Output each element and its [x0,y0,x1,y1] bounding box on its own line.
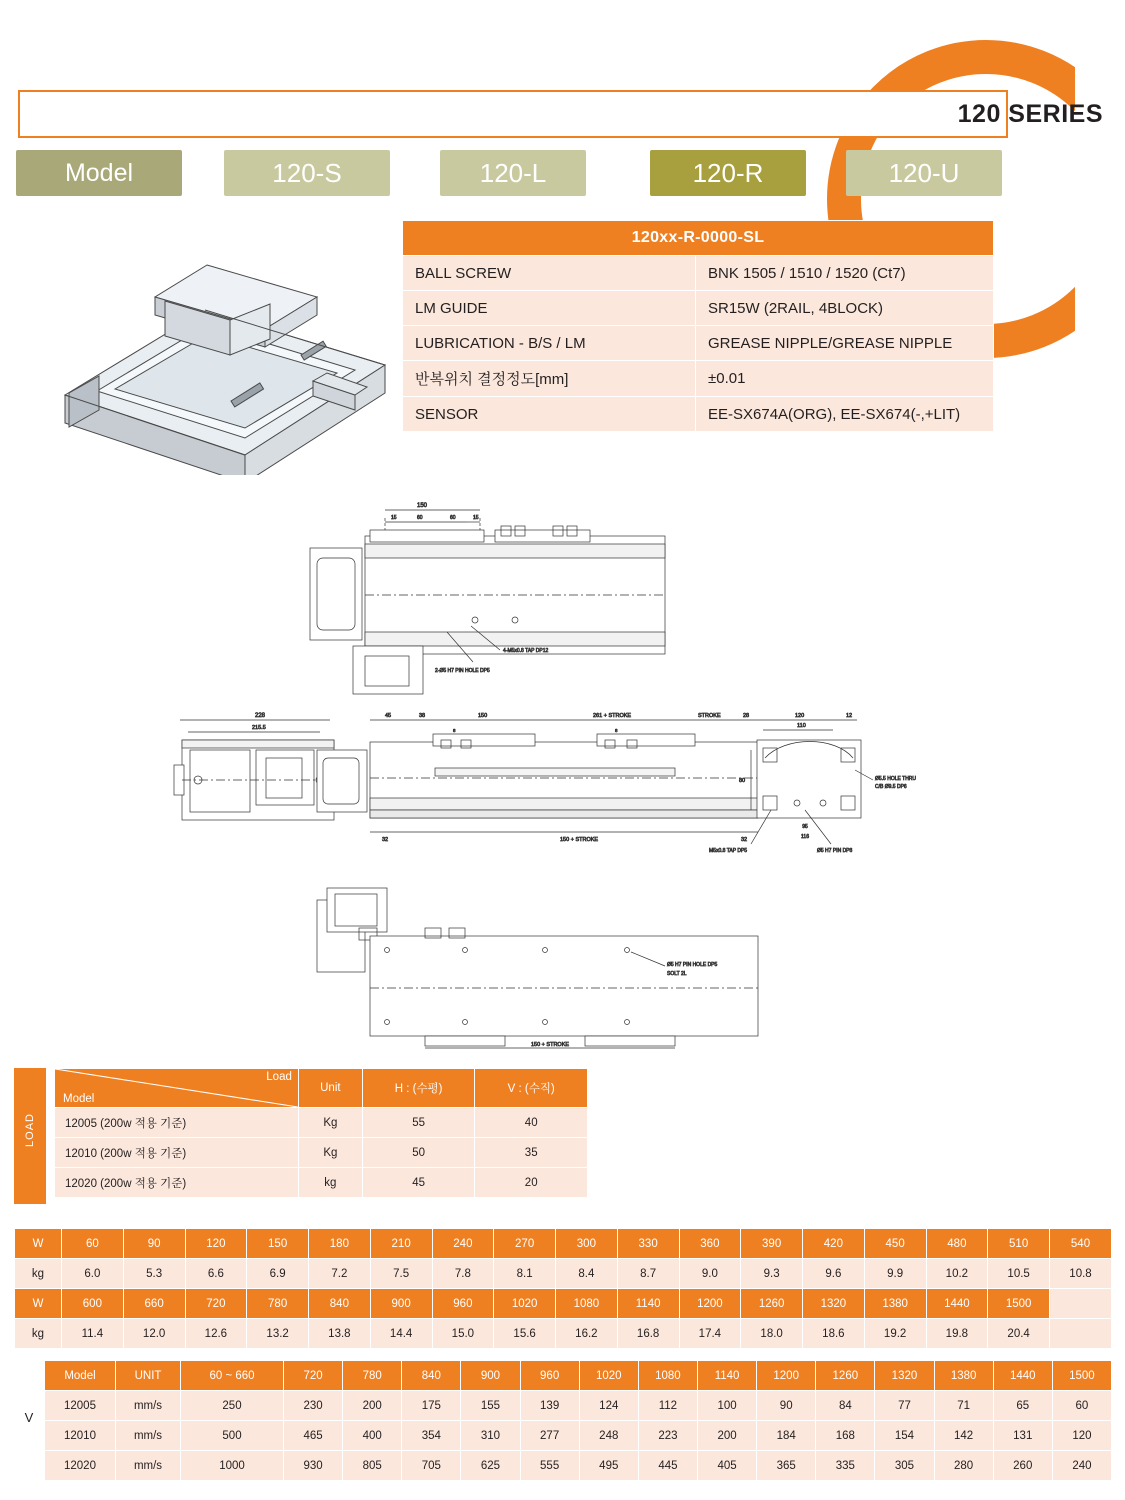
spec-value: GREASE NIPPLE/GREASE NIPPLE [696,326,994,361]
weight-row-label: W [15,1289,62,1319]
speed-cell: 445 [638,1451,697,1481]
tab-120-r[interactable]: 120-R [650,150,806,196]
load-unit: kg [298,1168,362,1198]
weight-cell: 540 [1050,1229,1112,1259]
load-side-text: LOAD [24,1113,36,1147]
weight-cell: 960 [432,1289,494,1319]
weight-cell: 330 [617,1229,679,1259]
svg-text:Ø5.5 HOLE THRU: Ø5.5 HOLE THRU [875,776,917,782]
spec-value: ±0.01 [696,361,994,397]
header-bar [18,90,1008,138]
table-row [15,1229,1112,1259]
weight-cell: 240 [432,1229,494,1259]
speed-cell: 365 [757,1451,816,1481]
load-corner-cell [55,1069,299,1108]
speed-model: 12005 [45,1391,116,1421]
svg-text:15: 15 [391,515,397,521]
weight-cell: 60 [62,1229,124,1259]
spec-value: SR15W (2RAIL, 4BLOCK) [696,291,994,326]
speed-header-col: 840 [402,1361,461,1391]
dim-150: 150 [416,503,428,509]
svg-text:228: 228 [255,713,266,719]
weight-cell: 7.2 [309,1259,371,1289]
svg-text:80: 80 [739,778,746,784]
spec-title: 120xx-R-0000-SL [403,221,994,256]
speed-cell: 500 [181,1421,284,1451]
weight-row-label: W [15,1229,62,1259]
load-model: 12010 (200w 적용 기준) [55,1138,299,1168]
speed-cell: 200 [697,1421,756,1451]
weight-cell: 14.4 [370,1319,432,1349]
svg-text:150: 150 [478,713,488,719]
weight-row-label: kg [15,1319,62,1349]
svg-text:Ø5 H7 PIN DP8: Ø5 H7 PIN DP8 [817,848,853,854]
load-model: 12005 (200w 적용 기준) [55,1108,299,1138]
model-tabs [16,150,1016,196]
speed-cell: 90 [757,1391,816,1421]
speed-cell: 112 [638,1391,697,1421]
load-unit: Kg [298,1108,362,1138]
technical-drawings [150,480,990,1070]
load-h: 45 [362,1168,475,1198]
svg-text:95: 95 [802,824,808,830]
weight-cell: 6.6 [185,1259,247,1289]
speed-cell: 240 [1052,1451,1111,1481]
speed-cell: 84 [816,1391,875,1421]
svg-text:STROKE: STROKE [698,713,721,719]
weight-cell: 210 [370,1229,432,1259]
speed-model: 12010 [45,1421,116,1451]
svg-text:8: 8 [615,728,618,733]
svg-text:32: 32 [741,837,748,843]
speed-header-col: 1380 [934,1361,993,1391]
load-header-h: H : (수평) [362,1069,475,1108]
table-row [45,1361,1112,1391]
load-corner-bottom: Model [63,1093,95,1105]
speed-cell: 131 [993,1421,1052,1451]
weight-cell: 7.5 [370,1259,432,1289]
weight-cell: 1500 [988,1289,1050,1319]
weight-cell: 720 [185,1289,247,1319]
tab-120-s[interactable]: 120-S [224,150,390,196]
speed-side-label [14,1360,44,1478]
speed-unit: mm/s [116,1451,181,1481]
weight-cell: 12.0 [123,1319,185,1349]
svg-text:110: 110 [797,723,806,729]
speed-cell: 930 [284,1451,343,1481]
speed-cell: 142 [934,1421,993,1451]
speed-cell: 60 [1052,1391,1111,1421]
weight-cell: 13.2 [247,1319,309,1349]
load-header-unit: Unit [298,1069,362,1108]
speed-header-col: 900 [461,1361,520,1391]
speed-cell: 250 [181,1391,284,1421]
speed-table [44,1360,1112,1481]
page-title: 120 SERIES [957,100,1103,128]
weight-cell: 18.0 [741,1319,803,1349]
spec-label: LUBRICATION - B/S / LM [403,326,696,361]
spec-label: 반복위치 결정정도[mm] [403,361,696,397]
load-h: 50 [362,1138,475,1168]
weight-cell: 390 [741,1229,803,1259]
speed-cell: 400 [343,1421,402,1451]
weight-cell: 1200 [679,1289,741,1319]
weight-cell: 1380 [864,1289,926,1319]
weight-row-label: kg [15,1259,62,1289]
speed-model: 12020 [45,1451,116,1481]
speed-cell: 65 [993,1391,1052,1421]
speed-cell: 175 [402,1391,461,1421]
weight-cell: 510 [988,1229,1050,1259]
speed-header-col: 720 [284,1361,343,1391]
tab-model-label: Model [16,150,182,196]
speed-cell: 305 [875,1451,934,1481]
speed-header-col: 1500 [1052,1361,1111,1391]
svg-text:120: 120 [795,713,805,719]
svg-text:32: 32 [382,837,389,843]
speed-cell: 495 [579,1451,638,1481]
table-row [55,1108,588,1138]
weight-cell: 17.4 [679,1319,741,1349]
weight-cell: 660 [123,1289,185,1319]
svg-text:4-M5x0.8 TAP DP12: 4-M5x0.8 TAP DP12 [503,648,549,654]
speed-cell: 1000 [181,1451,284,1481]
svg-text:15: 15 [473,515,479,521]
speed-cell: 405 [697,1451,756,1481]
load-header-v: V : (수직) [475,1069,588,1108]
load-table [54,1068,588,1198]
spec-table [402,220,994,432]
speed-cell: 154 [875,1421,934,1451]
load-corner-top: Load [266,1071,292,1083]
weight-cell: 13.8 [309,1319,371,1349]
speed-header-col: 1260 [816,1361,875,1391]
speed-cell: 465 [284,1421,343,1451]
speed-unit: mm/s [116,1421,181,1451]
speed-cell: 335 [816,1451,875,1481]
svg-text:M5x0.8 TAP DP5: M5x0.8 TAP DP5 [709,848,748,854]
product-illustration [55,205,395,475]
speed-cell: 705 [402,1451,461,1481]
load-h: 55 [362,1108,475,1138]
table-row [15,1319,1112,1349]
speed-header-col: 1020 [579,1361,638,1391]
speed-cell: 100 [697,1391,756,1421]
table-row [15,1289,1112,1319]
weight-cell: 9.3 [741,1259,803,1289]
table-row [55,1168,588,1198]
svg-text:28: 28 [743,713,750,719]
weight-cell: 1440 [926,1289,988,1319]
weight-cell: 10.2 [926,1259,988,1289]
weight-cell: 1140 [617,1289,679,1319]
speed-header-col: 1080 [638,1361,697,1391]
speed-cell: 805 [343,1451,402,1481]
speed-header-model: Model [45,1361,116,1391]
weight-cell-empty [1050,1319,1112,1349]
svg-text:C/B Ø9.5 DP6: C/B Ø9.5 DP6 [875,784,907,790]
weight-cell: 600 [62,1289,124,1319]
weight-cell: 480 [926,1229,988,1259]
load-model: 12020 (200w 적용 기준) [55,1168,299,1198]
speed-header-col: 1200 [757,1361,816,1391]
weight-cell: 840 [309,1289,371,1319]
spec-value: BNK 1505 / 1510 / 1520 (Ct7) [696,256,994,291]
weight-cell: 270 [494,1229,556,1259]
svg-text:SOLT 2L: SOLT 2L [667,971,687,977]
weight-cell: 15.6 [494,1319,556,1349]
svg-text:45: 45 [385,713,392,719]
svg-text:261 + STROKE: 261 + STROKE [593,713,632,719]
speed-cell: 71 [934,1391,993,1421]
svg-text:150 + STROKE: 150 + STROKE [560,837,599,843]
speed-cell: 555 [520,1451,579,1481]
weight-cell: 7.8 [432,1259,494,1289]
weight-cell: 11.4 [62,1319,124,1349]
speed-cell: 248 [579,1421,638,1451]
svg-text:8: 8 [453,728,456,733]
weight-cell: 1080 [556,1289,618,1319]
weight-cell: 1020 [494,1289,556,1319]
speed-cell: 124 [579,1391,638,1421]
speed-cell: 155 [461,1391,520,1421]
speed-header-col: 1320 [875,1361,934,1391]
svg-text:215.5: 215.5 [252,725,266,731]
speed-unit: mm/s [116,1391,181,1421]
load-unit: Kg [298,1138,362,1168]
spec-label: BALL SCREW [403,256,696,291]
weight-cell: 1260 [741,1289,803,1319]
svg-text:12: 12 [846,713,853,719]
weight-cell: 20.4 [988,1319,1050,1349]
weight-cell: 9.6 [803,1259,865,1289]
svg-text:150 + STROKE: 150 + STROKE [530,1042,570,1048]
weight-cell: 19.2 [864,1319,926,1349]
speed-header-unit: UNIT [116,1361,181,1391]
svg-text:Ø5 H7 PIN HOLE DP5: Ø5 H7 PIN HOLE DP5 [667,962,718,968]
weight-cell: 5.3 [123,1259,185,1289]
weight-cell: 10.5 [988,1259,1050,1289]
weight-cell: 300 [556,1229,618,1259]
spec-value: EE-SX674A(ORG), EE-SX674(-,+LIT) [696,397,994,432]
weight-cell: 180 [309,1229,371,1259]
weight-table [14,1228,1112,1349]
weight-cell: 900 [370,1289,432,1319]
svg-text:60: 60 [450,515,456,521]
speed-header-col: 780 [343,1361,402,1391]
weight-cell: 16.2 [556,1319,618,1349]
weight-cell: 150 [247,1229,309,1259]
weight-cell: 6.9 [247,1259,309,1289]
load-v: 35 [475,1138,588,1168]
weight-cell: 9.9 [864,1259,926,1289]
weight-cell-empty [1050,1289,1112,1319]
weight-cell: 780 [247,1289,309,1319]
speed-cell: 77 [875,1391,934,1421]
tab-120-u[interactable]: 120-U [846,150,1002,196]
speed-header-col: 960 [520,1361,579,1391]
weight-cell: 450 [864,1229,926,1259]
table-row [45,1421,1112,1451]
weight-cell: 19.8 [926,1319,988,1349]
speed-cell: 354 [402,1421,461,1451]
speed-cell: 184 [757,1421,816,1451]
speed-header-col: 1440 [993,1361,1052,1391]
table-row [45,1391,1112,1421]
speed-cell: 277 [520,1421,579,1451]
table-row [55,1138,588,1168]
svg-text:2-Ø5 H7 PIN HOLE DP5: 2-Ø5 H7 PIN HOLE DP5 [435,668,490,674]
speed-cell: 310 [461,1421,520,1451]
weight-cell: 420 [803,1229,865,1259]
load-v: 20 [475,1168,588,1198]
weight-cell: 6.0 [62,1259,124,1289]
load-v: 40 [475,1108,588,1138]
weight-cell: 8.7 [617,1259,679,1289]
weight-cell: 12.6 [185,1319,247,1349]
speed-cell: 625 [461,1451,520,1481]
svg-text:116: 116 [801,834,809,840]
spec-label: LM GUIDE [403,291,696,326]
table-row [45,1451,1112,1481]
weight-cell: 1320 [803,1289,865,1319]
weight-cell: 15.0 [432,1319,494,1349]
weight-cell: 18.6 [803,1319,865,1349]
spec-label: SENSOR [403,397,696,432]
weight-cell: 8.4 [556,1259,618,1289]
speed-cell: 260 [993,1451,1052,1481]
weight-cell: 120 [185,1229,247,1259]
weight-cell: 90 [123,1229,185,1259]
svg-text:38: 38 [419,713,426,719]
svg-text:60: 60 [417,515,423,521]
weight-cell: 8.1 [494,1259,556,1289]
weight-cell: 9.0 [679,1259,741,1289]
speed-cell: 223 [638,1421,697,1451]
weight-cell: 10.8 [1050,1259,1112,1289]
speed-header-col: 60 ~ 660 [181,1361,284,1391]
weight-cell: 360 [679,1229,741,1259]
speed-cell: 139 [520,1391,579,1421]
speed-side-text: V [24,1410,34,1425]
speed-cell: 200 [343,1391,402,1421]
speed-cell: 168 [816,1421,875,1451]
speed-cell: 120 [1052,1421,1111,1451]
tab-120-l[interactable]: 120-L [440,150,586,196]
speed-cell: 230 [284,1391,343,1421]
speed-header-col: 1140 [697,1361,756,1391]
weight-cell: 16.8 [617,1319,679,1349]
table-row [15,1259,1112,1289]
speed-cell: 280 [934,1451,993,1481]
load-side-label [14,1068,46,1204]
